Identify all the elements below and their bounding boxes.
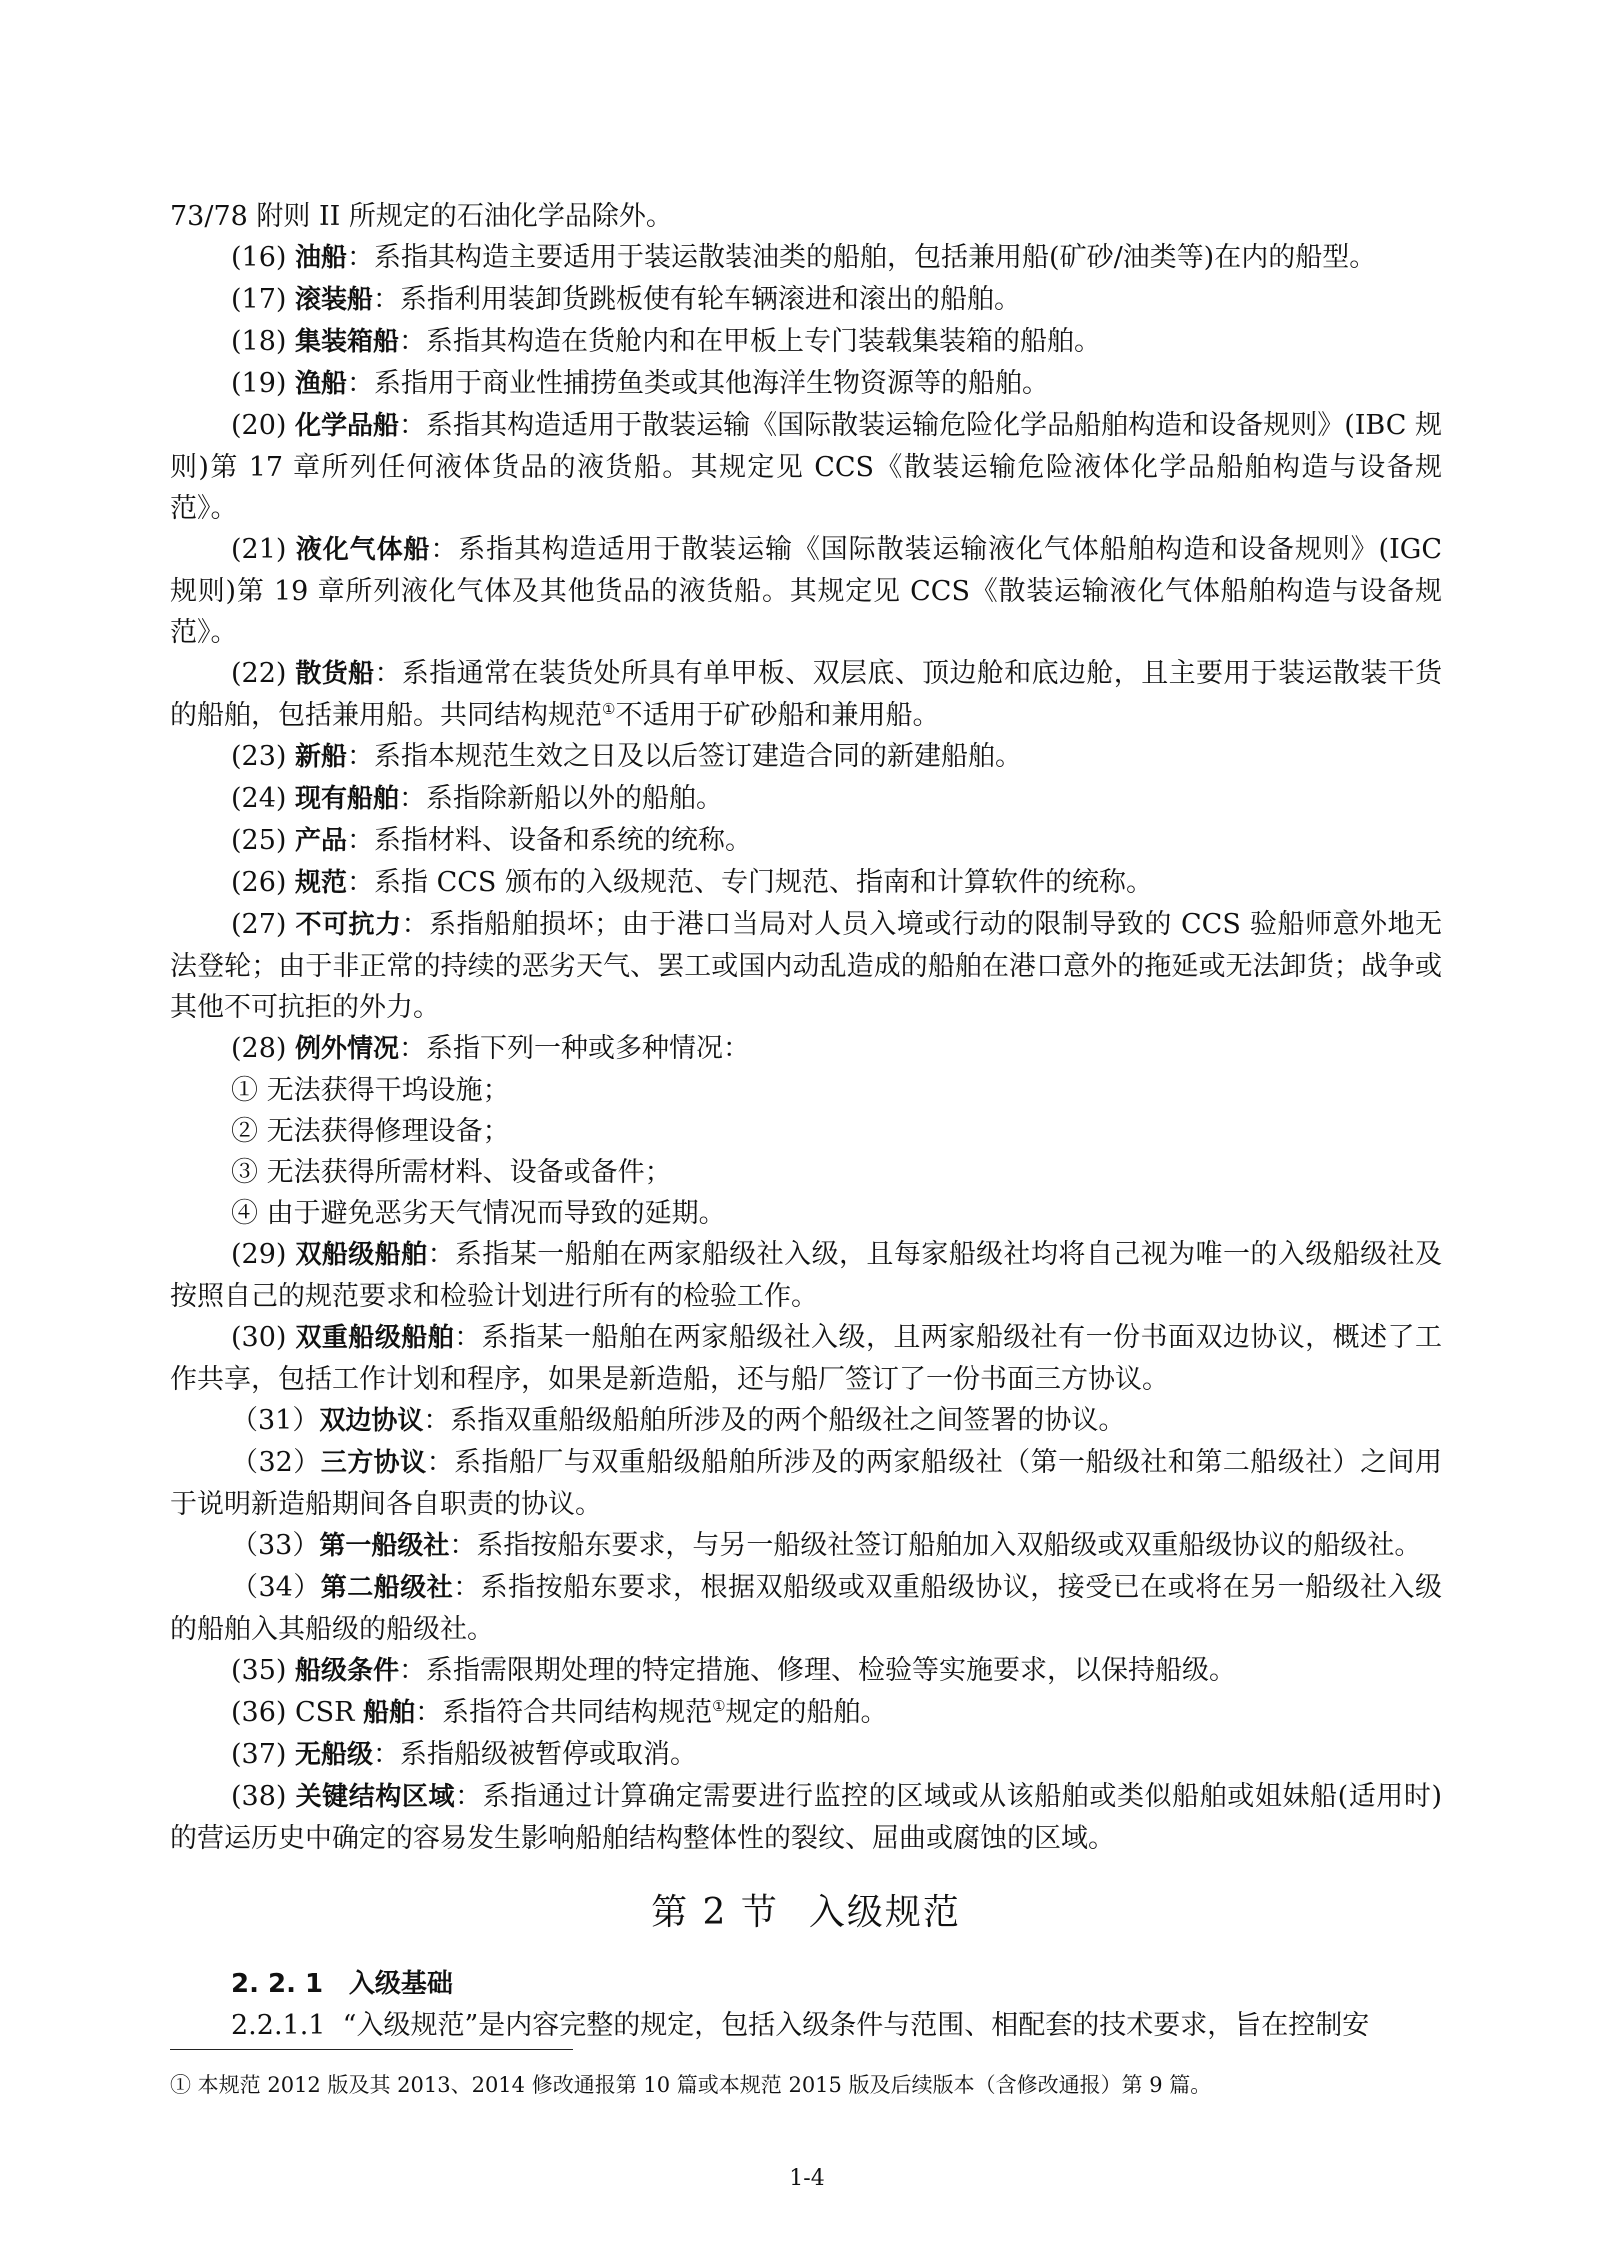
paragraph-text: (21) xyxy=(231,534,296,565)
section-number: 第 2 节 xyxy=(651,1892,779,1933)
paragraph-text: (29) xyxy=(231,1239,296,1270)
paragraph-text: ：系指按船东要求，与另一船级社签订船舶加入双船级或双重船级协议的船级社。 xyxy=(449,1530,1422,1561)
clause-number: 2.2.1.1 xyxy=(231,2010,326,2041)
paragraph-text: ：系指其构造适用于散装运输《国际散装运输危险化学品船舶构造和设备规则》(IBC 规则)第 17 章所列任何液体货品的液货船。其规定见 CCS《散装运输危险液体化学品船舶构造与设备规范》。 xyxy=(170,410,1442,524)
paragraph-text: ：系指本规范生效之日及以后签订建造合同的新建船舶。 xyxy=(347,741,1023,772)
defined-term: 规范 xyxy=(295,868,348,898)
definition-paragraph xyxy=(170,279,1442,321)
paragraph-text: ：系指其构造主要适用于装运散装油类的船舶，包括兼用船(矿砂/油类等)在内的船型。 xyxy=(347,242,1377,273)
paragraph-text: ：系指某一船舶在两家船级社入级，且每家船级社均将自己视为唯一的入级船级社及按照自己的规范要求和检验计划进行所有的检验工作。 xyxy=(170,1239,1442,1312)
paragraph-text: （32） xyxy=(231,1447,321,1478)
paragraph-text: ：系指按船东要求，根据双船级或双重船级协议，接受已在或将在另一船级社入级的船舶入其船级的船级社。 xyxy=(170,1572,1442,1645)
section-title: 入级规范 xyxy=(808,1892,961,1933)
definition-paragraph xyxy=(170,1234,1442,1317)
defined-term: 集装箱船 xyxy=(295,327,400,357)
subsection-heading xyxy=(170,1963,1442,2005)
defined-term: 油船 xyxy=(295,243,348,273)
defined-term: 产品 xyxy=(295,826,348,856)
defined-term: 滚装船 xyxy=(295,285,374,315)
page-number: 1-4 xyxy=(789,2166,825,2191)
paragraph-text: (36) CSR xyxy=(231,1697,364,1728)
paragraph-text: 73/78 附则 II 所规定的石油化学品除外。 xyxy=(170,201,673,232)
definition-paragraph xyxy=(170,1317,1442,1400)
paragraph-text: ：系指双重船级船舶所涉及的两个船级社之间签署的协议。 xyxy=(423,1405,1126,1436)
defined-term: 第二船级社 xyxy=(320,1573,454,1603)
defined-term: 散货船 xyxy=(295,659,375,689)
paragraph-text: （33） xyxy=(231,1530,320,1561)
defined-term: 船舶 xyxy=(363,1698,416,1728)
defined-term: 新船 xyxy=(295,742,348,772)
paragraph-text: (17) xyxy=(231,284,296,315)
defined-term: 双船级船舶 xyxy=(295,1240,428,1270)
paragraph-text: ：系指材料、设备和系统的统称。 xyxy=(347,825,753,856)
paragraph-text: (25) xyxy=(231,825,296,856)
definition-paragraph xyxy=(170,363,1442,405)
paragraph-text: ③ 无法获得所需材料、设备或备件； xyxy=(231,1157,672,1188)
paragraph-text: （34） xyxy=(231,1572,321,1603)
footnote-divider xyxy=(170,2049,573,2050)
paragraph-text: (24) xyxy=(231,783,296,814)
paragraph-text: (19) xyxy=(231,368,296,399)
definition-paragraph xyxy=(170,237,1442,279)
paragraph-text: ：系指 CCS 颁布的入级规范、专门规范、指南和计算软件的统称。 xyxy=(347,867,1154,898)
definition-paragraph xyxy=(170,196,1442,237)
defined-term: 无船级 xyxy=(295,1740,374,1770)
paragraph-text: ：系指通常在装货处所具有单甲板、双层底、顶边舱和底边舱，且主要用于装运散装干货的船舶，包括兼用船。共同结构规范 xyxy=(170,658,1442,731)
paragraph-text: (27) xyxy=(231,909,296,940)
clause-paragraph xyxy=(170,2005,1442,2046)
paragraph-text: (20) xyxy=(231,410,296,441)
definition-paragraph xyxy=(170,904,1442,1028)
defined-term: 船级条件 xyxy=(295,1656,400,1686)
definition-paragraph xyxy=(170,1111,1442,1152)
paragraph-text: ：系指通过计算确定需要进行监控的区域或从该船舶或类似船舶或姐妹船(适用时)的营运历史中确定的容易发生影响船舶结构整体性的裂纹、屈曲或腐蚀的区域。 xyxy=(170,1781,1442,1854)
definition-paragraph xyxy=(170,820,1442,862)
defined-term: 三方协议 xyxy=(320,1448,427,1478)
document-body xyxy=(170,196,1442,2046)
section-heading xyxy=(170,1885,1442,1941)
defined-term: 化学品船 xyxy=(295,411,400,441)
definition-paragraph xyxy=(170,1650,1442,1692)
paragraph-text: (26) xyxy=(231,867,296,898)
defined-term: 例外情况 xyxy=(295,1034,400,1064)
definition-paragraph xyxy=(170,653,1442,736)
footnote-marker: ① xyxy=(712,1697,726,1715)
clause-text: “入级规范”是内容完整的规定，包括入级条件与范围、相配套的技术要求，旨在控制安 xyxy=(342,2010,1370,2041)
defined-term: 第一船级社 xyxy=(319,1531,450,1561)
subsection-number: 2. 2. 1 xyxy=(231,1969,324,1999)
definition-paragraph xyxy=(170,862,1442,904)
definition-paragraph xyxy=(170,1776,1442,1859)
paragraph-text: ：系指需限期处理的特定措施、修理、检验等实施要求，以保持船级。 xyxy=(399,1655,1237,1686)
definition-paragraph xyxy=(170,405,1442,529)
paragraph-text: ：系指下列一种或多种情况： xyxy=(399,1033,751,1064)
definition-paragraph xyxy=(170,529,1442,653)
paragraph-text: ：系指利用装卸货跳板使有轮车辆滚进和滚出的船舶。 xyxy=(373,284,1022,315)
paragraph-text: ：系指符合共同结构规范 xyxy=(415,1697,713,1728)
paragraph-text: 规定的船舶。 xyxy=(725,1697,888,1728)
defined-term: 不可抗力 xyxy=(295,910,402,940)
paragraph-text: ：系指船级被暂停或取消。 xyxy=(373,1739,698,1770)
definition-paragraph xyxy=(170,1525,1442,1567)
definition-paragraph xyxy=(170,1400,1442,1442)
definition-paragraph xyxy=(170,1567,1442,1650)
definition-paragraph xyxy=(170,1070,1442,1111)
paragraph-text: ：系指用于商业性捕捞鱼类或其他海洋生物资源等的船舶。 xyxy=(347,368,1050,399)
paragraph-text: ① 无法获得干坞设施； xyxy=(231,1075,510,1106)
definition-paragraph xyxy=(170,736,1442,778)
defined-term: 双重船级船舶 xyxy=(295,1323,455,1353)
paragraph-text: (18) xyxy=(231,326,296,357)
definition-paragraph xyxy=(170,1442,1442,1525)
paragraph-text: 不适用于矿砂船和兼用船。 xyxy=(615,700,940,731)
paragraph-text: (30) xyxy=(231,1322,296,1353)
defined-term: 现有船舶 xyxy=(295,784,400,814)
defined-term: 液化气体船 xyxy=(295,535,431,565)
definition-paragraph xyxy=(170,1692,1442,1734)
paragraph-text: （31） xyxy=(231,1405,320,1436)
paragraph-text: ：系指其构造在货舱内和在甲板上专门装载集装箱的船舶。 xyxy=(399,326,1102,357)
defined-term: 关键结构区域 xyxy=(295,1782,456,1812)
paragraph-text: (16) xyxy=(231,242,296,273)
defined-term: 渔船 xyxy=(295,369,348,399)
definition-paragraph xyxy=(170,778,1442,820)
paragraph-text: ：系指其构造适用于散装运输《国际散装运输液化气体船舶构造和设备规则》(IGC 规则)第 19 章所列液化气体及其他货品的液货船。其规定见 CCS《散装运输液化气体船舶构造与设备规范》。 xyxy=(170,534,1442,648)
definition-paragraph xyxy=(170,1152,1442,1193)
paragraph-text: (38) xyxy=(231,1781,296,1812)
paragraph-text: (37) xyxy=(231,1739,296,1770)
paragraph-text: (28) xyxy=(231,1033,296,1064)
definitions-list xyxy=(170,196,1442,1859)
definition-paragraph xyxy=(170,1028,1442,1070)
definition-paragraph xyxy=(170,321,1442,363)
defined-term: 双边协议 xyxy=(319,1406,424,1436)
paragraph-text: ② 无法获得修理设备； xyxy=(231,1116,510,1147)
paragraph-text: (22) xyxy=(231,658,296,689)
paragraph-text: ：系指除新船以外的船舶。 xyxy=(399,783,724,814)
definition-paragraph xyxy=(170,1734,1442,1776)
paragraph-text: (35) xyxy=(231,1655,296,1686)
paragraph-text: ：系指船舶损坏；由于港口当局对人员入境或行动的限制导致的 CCS 验船师意外地无法登轮；由于非正常的持续的恶劣天气、罢工或国内动乱造成的船舶在港口意外的拖延或无法卸货；战争或其他不可抗拒的外力。 xyxy=(170,909,1442,1023)
paragraph-text: ：系指船厂与双重船级船舶所涉及的两家船级社（第一船级社和第二船级社）之间用于说明新造船期间各自职责的协议。 xyxy=(170,1447,1442,1520)
footnote-marker: ① xyxy=(602,700,616,718)
subsection-title: 入级基础 xyxy=(348,1969,453,1999)
paragraph-text: ：系指某一船舶在两家船级社入级，且两家船级社有一份书面双边协议，概述了工作共享，包括工作计划和程序，如果是新造船，还与船厂签订了一份书面三方协议。 xyxy=(170,1322,1442,1395)
footnote: ① 本规范 2012 版及其 2013、2014 修改通报第 10 篇或本规范 2015 版及后续版本（含修改通报）第 9 篇。 xyxy=(170,2073,1212,2097)
paragraph-text: ④ 由于避免恶劣天气情况而导致的延期。 xyxy=(231,1198,726,1229)
definition-paragraph xyxy=(170,1193,1442,1234)
paragraph-text: (23) xyxy=(231,741,296,772)
